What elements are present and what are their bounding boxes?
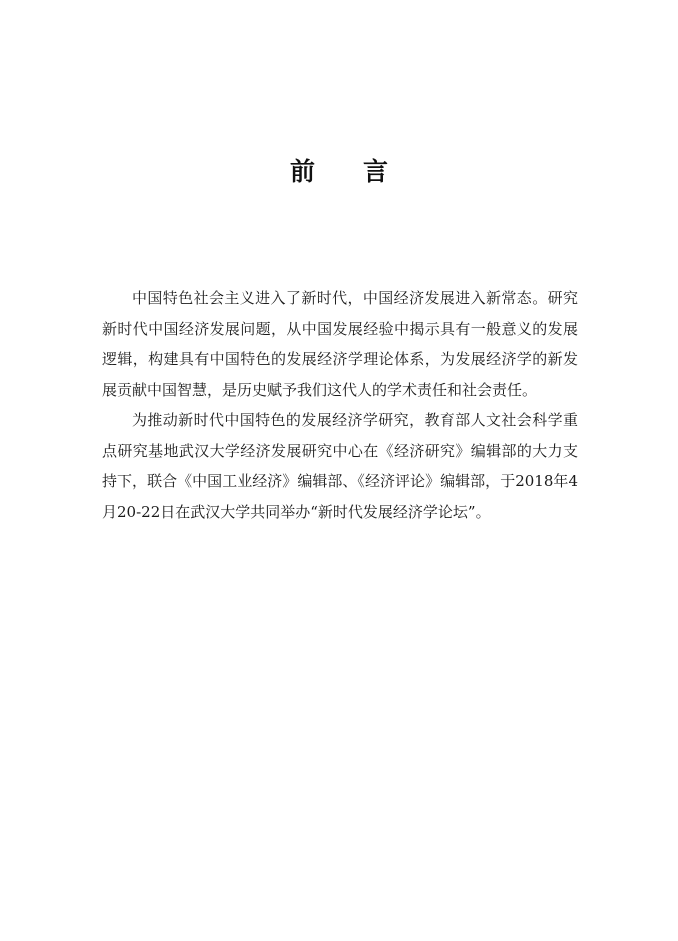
paragraph-2: 为推动新时代中国特色的发展经济学研究，教育部人文社会科学重点研究基地武汉大学经济发展研究中心在《经济研究》编辑部的大力支持下，联合《中国工业经济》编辑部、《经济评论》编辑部，于2018年4月20-22日在武汉大学共同举办“新时代发展经济学论坛”。: [102, 411, 578, 521]
page-title: 前言: [289, 157, 436, 186]
preface-body: [102, 283, 578, 527]
paragraph-1: 中国特色社会主义进入了新时代，中国经济发展进入新常态。研究新时代中国经济发展问题，从中国发展经验中揭示具有一般意义的发展逻辑，构建具有中国特色的发展经济学理论体系，为发展经济学的新发展贡献中国智慧，是历史赋予我们这代人的学术责任和社会责任。: [102, 289, 578, 399]
